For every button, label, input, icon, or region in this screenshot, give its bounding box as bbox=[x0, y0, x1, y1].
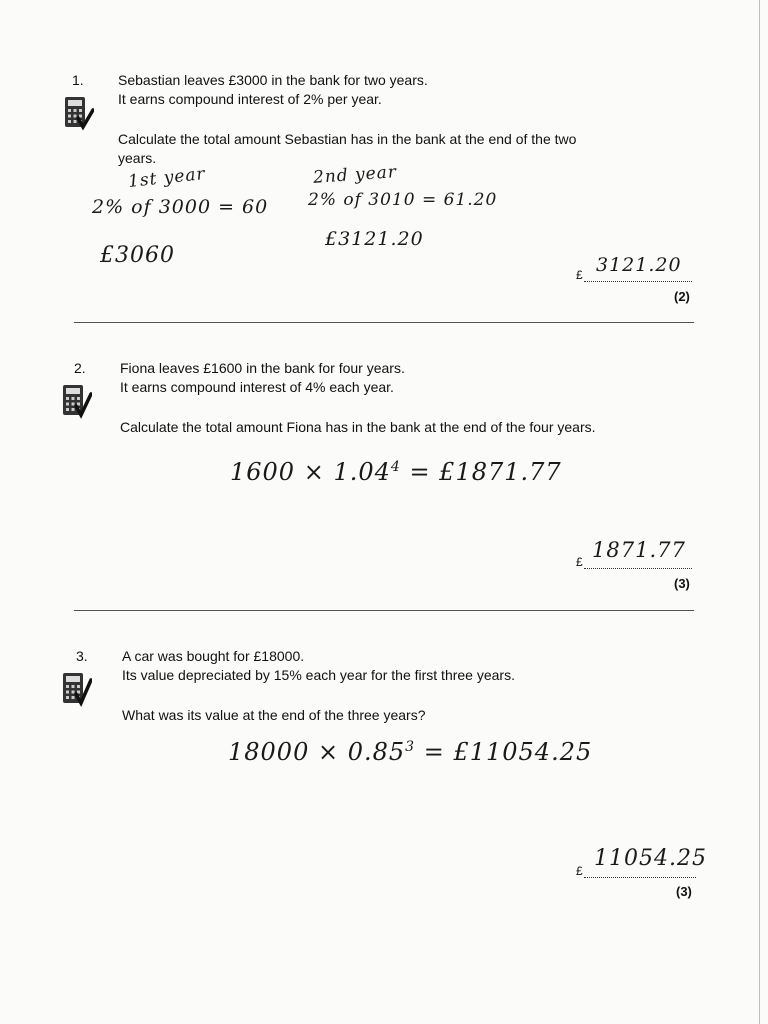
question-number: 2. bbox=[74, 360, 86, 376]
divider bbox=[74, 610, 694, 611]
divider bbox=[74, 322, 694, 323]
question-line: A car was bought for £18000. bbox=[122, 648, 305, 664]
working-result: = £1871.77 bbox=[400, 458, 562, 486]
page-edge bbox=[759, 0, 760, 1024]
calculator-icon bbox=[62, 672, 92, 708]
question-number: 1. bbox=[72, 72, 84, 88]
answer: 1871.77 bbox=[592, 538, 686, 562]
question-number: 3. bbox=[76, 648, 88, 664]
working-calc bbox=[230, 458, 562, 486]
question-line: It earns compound interest of 2% per year. bbox=[118, 91, 382, 107]
working-result: = £11054.25 bbox=[415, 738, 593, 766]
marks: (3) bbox=[676, 884, 692, 899]
question-prompt: Calculate the total amount Fiona has in the bank at the end of the four years. bbox=[120, 419, 596, 435]
working-calc bbox=[228, 738, 592, 766]
currency-symbol: £ bbox=[576, 864, 583, 878]
question-prompt: Calculate the total amount Sebastian has in the bank at the end of the two bbox=[118, 131, 577, 147]
working-exponent: 4 bbox=[390, 459, 401, 475]
question-line: Its value depreciated by 15% each year for the first three years. bbox=[122, 667, 515, 683]
question-prompt: years. bbox=[118, 150, 157, 166]
currency-symbol: £ bbox=[576, 268, 583, 282]
answer: 11054.25 bbox=[594, 846, 707, 871]
question-prompt: What was its value at the end of the three years? bbox=[122, 707, 426, 723]
answer: 3121.20 bbox=[596, 254, 682, 276]
working-base: 18000 × 0.85 bbox=[228, 738, 406, 766]
working-calc: 2% of 3000 = 60 bbox=[92, 196, 269, 218]
working-label: 1st year bbox=[127, 163, 207, 193]
working-total: £3121.20 bbox=[325, 228, 424, 250]
currency-symbol: £ bbox=[576, 555, 583, 569]
working-label: 2nd year bbox=[312, 162, 398, 188]
working-base: 1600 × 1.04 bbox=[230, 458, 391, 486]
working-total: £3060 bbox=[100, 243, 175, 268]
working-calc: 2% of 3010 = 61.20 bbox=[308, 190, 498, 210]
answer-line bbox=[584, 567, 692, 569]
working-exponent: 3 bbox=[405, 739, 416, 755]
question-line: Fiona leaves £1600 in the bank for four years. bbox=[120, 360, 405, 376]
answer-line bbox=[584, 280, 692, 282]
answer-line bbox=[584, 876, 696, 878]
calculator-icon bbox=[62, 384, 92, 420]
question-line: Sebastian leaves £3000 in the bank for two years. bbox=[118, 72, 428, 88]
marks: (3) bbox=[674, 576, 690, 591]
calculator-icon bbox=[64, 96, 94, 132]
marks: (2) bbox=[674, 289, 690, 304]
question-line: It earns compound interest of 4% each year. bbox=[120, 379, 394, 395]
